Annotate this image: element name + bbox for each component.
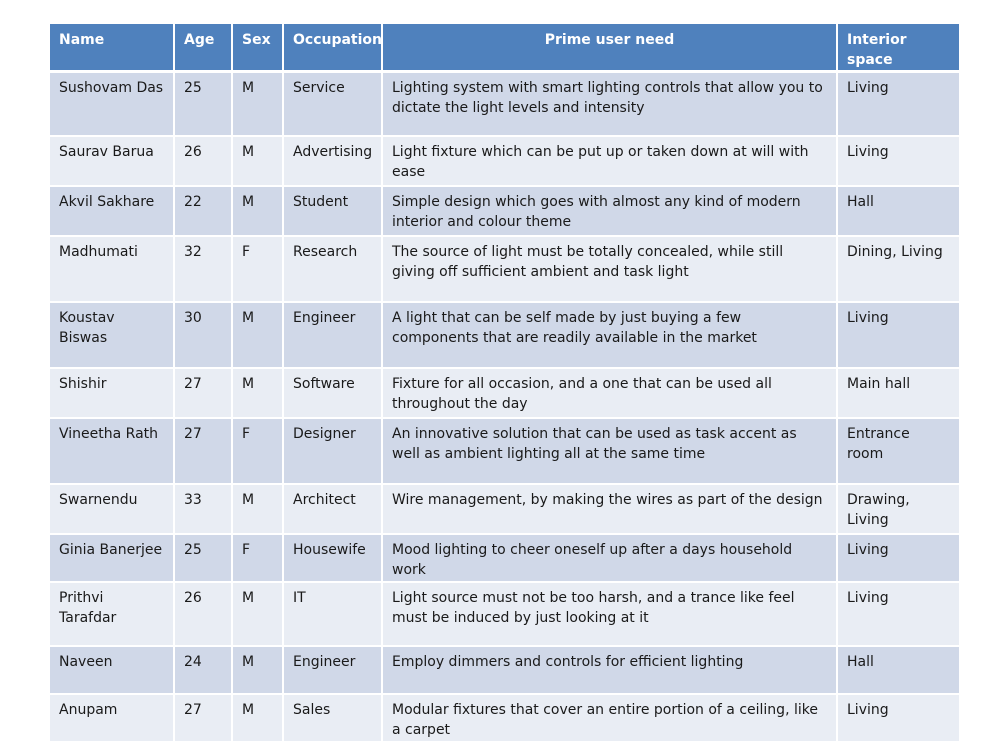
cell-occupation: Service: [284, 73, 383, 137]
cell-prime-user-need: Lighting system with smart lighting controls that allow you to dictate the light levels and intensity: [383, 73, 838, 137]
cell-sex: M: [233, 583, 284, 647]
cell-occupation: Designer: [284, 419, 383, 485]
table-row: [50, 369, 959, 419]
cell-sex: M: [233, 73, 284, 137]
table-row: [50, 419, 959, 485]
table-row: [50, 137, 959, 187]
cell-age: 26: [175, 137, 233, 187]
cell-occupation: Advertising: [284, 137, 383, 187]
cell-name: Swarnendu: [50, 485, 175, 535]
table-body: [50, 73, 959, 743]
cell-name: Vineetha Rath: [50, 419, 175, 485]
cell-name: Shishir: [50, 369, 175, 419]
column-header-interior-space: Interior space: [838, 24, 959, 73]
cell-sex: M: [233, 369, 284, 419]
cell-prime-user-need: An innovative solution that can be used as task accent as well as ambient lighting all at the same time: [383, 419, 838, 485]
cell-sex: M: [233, 187, 284, 237]
cell-age: 27: [175, 419, 233, 485]
cell-interior-space: Living: [838, 73, 959, 137]
cell-name: Koustav Biswas: [50, 303, 175, 369]
cell-interior-space: Hall: [838, 187, 959, 237]
cell-occupation: IT: [284, 583, 383, 647]
cell-sex: M: [233, 485, 284, 535]
cell-age: 24: [175, 647, 233, 695]
table-row: [50, 187, 959, 237]
cell-name: Anupam: [50, 695, 175, 743]
cell-prime-user-need: Light source must not be too harsh, and a trance like feel must be induced by just looking at it: [383, 583, 838, 647]
cell-occupation: Student: [284, 187, 383, 237]
cell-occupation: Sales: [284, 695, 383, 743]
cell-occupation: Architect: [284, 485, 383, 535]
cell-age: 25: [175, 73, 233, 137]
cell-interior-space: Living: [838, 535, 959, 583]
table-row: [50, 695, 959, 743]
cell-prime-user-need: Mood lighting to cheer oneself up after a days household work: [383, 535, 838, 583]
cell-age: 25: [175, 535, 233, 583]
cell-interior-space: Drawing, Living: [838, 485, 959, 535]
cell-sex: F: [233, 535, 284, 583]
cell-occupation: Software: [284, 369, 383, 419]
cell-name: Madhumati: [50, 237, 175, 303]
cell-age: 27: [175, 695, 233, 743]
table-row: [50, 73, 959, 137]
table-row: [50, 485, 959, 535]
table-row: [50, 583, 959, 647]
cell-name: Ginia Banerjee: [50, 535, 175, 583]
cell-prime-user-need: Wire management, by making the wires as part of the design: [383, 485, 838, 535]
column-header-occupation: Occupation: [284, 24, 383, 73]
cell-interior-space: Living: [838, 303, 959, 369]
cell-sex: M: [233, 647, 284, 695]
cell-interior-space: Dining, Living: [838, 237, 959, 303]
cell-age: 33: [175, 485, 233, 535]
cell-occupation: Housewife: [284, 535, 383, 583]
cell-occupation: Engineer: [284, 303, 383, 369]
column-header-prime-user-need: Prime user need: [383, 24, 838, 73]
table-row: [50, 647, 959, 695]
cell-name: Prithvi Tarafdar: [50, 583, 175, 647]
table-header: [50, 24, 959, 73]
table-row: [50, 237, 959, 303]
cell-age: 32: [175, 237, 233, 303]
cell-interior-space: Living: [838, 583, 959, 647]
user-survey-table: [50, 24, 959, 743]
cell-sex: M: [233, 137, 284, 187]
cell-prime-user-need: Simple design which goes with almost any kind of modern interior and colour theme: [383, 187, 838, 237]
cell-prime-user-need: The source of light must be totally concealed, while still giving off sufficient ambient and task light: [383, 237, 838, 303]
table-row: [50, 303, 959, 369]
cell-sex: M: [233, 303, 284, 369]
cell-sex: F: [233, 237, 284, 303]
cell-interior-space: Hall: [838, 647, 959, 695]
column-header-sex: Sex: [233, 24, 284, 73]
cell-name: Naveen: [50, 647, 175, 695]
column-header-name: Name: [50, 24, 175, 73]
cell-interior-space: Entrance room: [838, 419, 959, 485]
cell-prime-user-need: Light fixture which can be put up or taken down at will with ease: [383, 137, 838, 187]
cell-prime-user-need: Employ dimmers and controls for efficient lighting: [383, 647, 838, 695]
header-row: [50, 24, 959, 73]
cell-prime-user-need: Fixture for all occasion, and a one that can be used all throughout the day: [383, 369, 838, 419]
cell-sex: M: [233, 695, 284, 743]
column-header-age: Age: [175, 24, 233, 73]
cell-interior-space: Living: [838, 137, 959, 187]
cell-sex: F: [233, 419, 284, 485]
cell-name: Sushovam Das: [50, 73, 175, 137]
table-row: [50, 535, 959, 583]
cell-occupation: Engineer: [284, 647, 383, 695]
cell-prime-user-need: A light that can be self made by just buying a few components that are readily available in the market: [383, 303, 838, 369]
cell-interior-space: Main hall: [838, 369, 959, 419]
cell-name: Saurav Barua: [50, 137, 175, 187]
cell-age: 30: [175, 303, 233, 369]
cell-name: Akvil Sakhare: [50, 187, 175, 237]
cell-age: 26: [175, 583, 233, 647]
cell-interior-space: Living: [838, 695, 959, 743]
cell-age: 27: [175, 369, 233, 419]
cell-prime-user-need: Modular fixtures that cover an entire portion of a ceiling, like a carpet: [383, 695, 838, 743]
cell-occupation: Research: [284, 237, 383, 303]
cell-age: 22: [175, 187, 233, 237]
